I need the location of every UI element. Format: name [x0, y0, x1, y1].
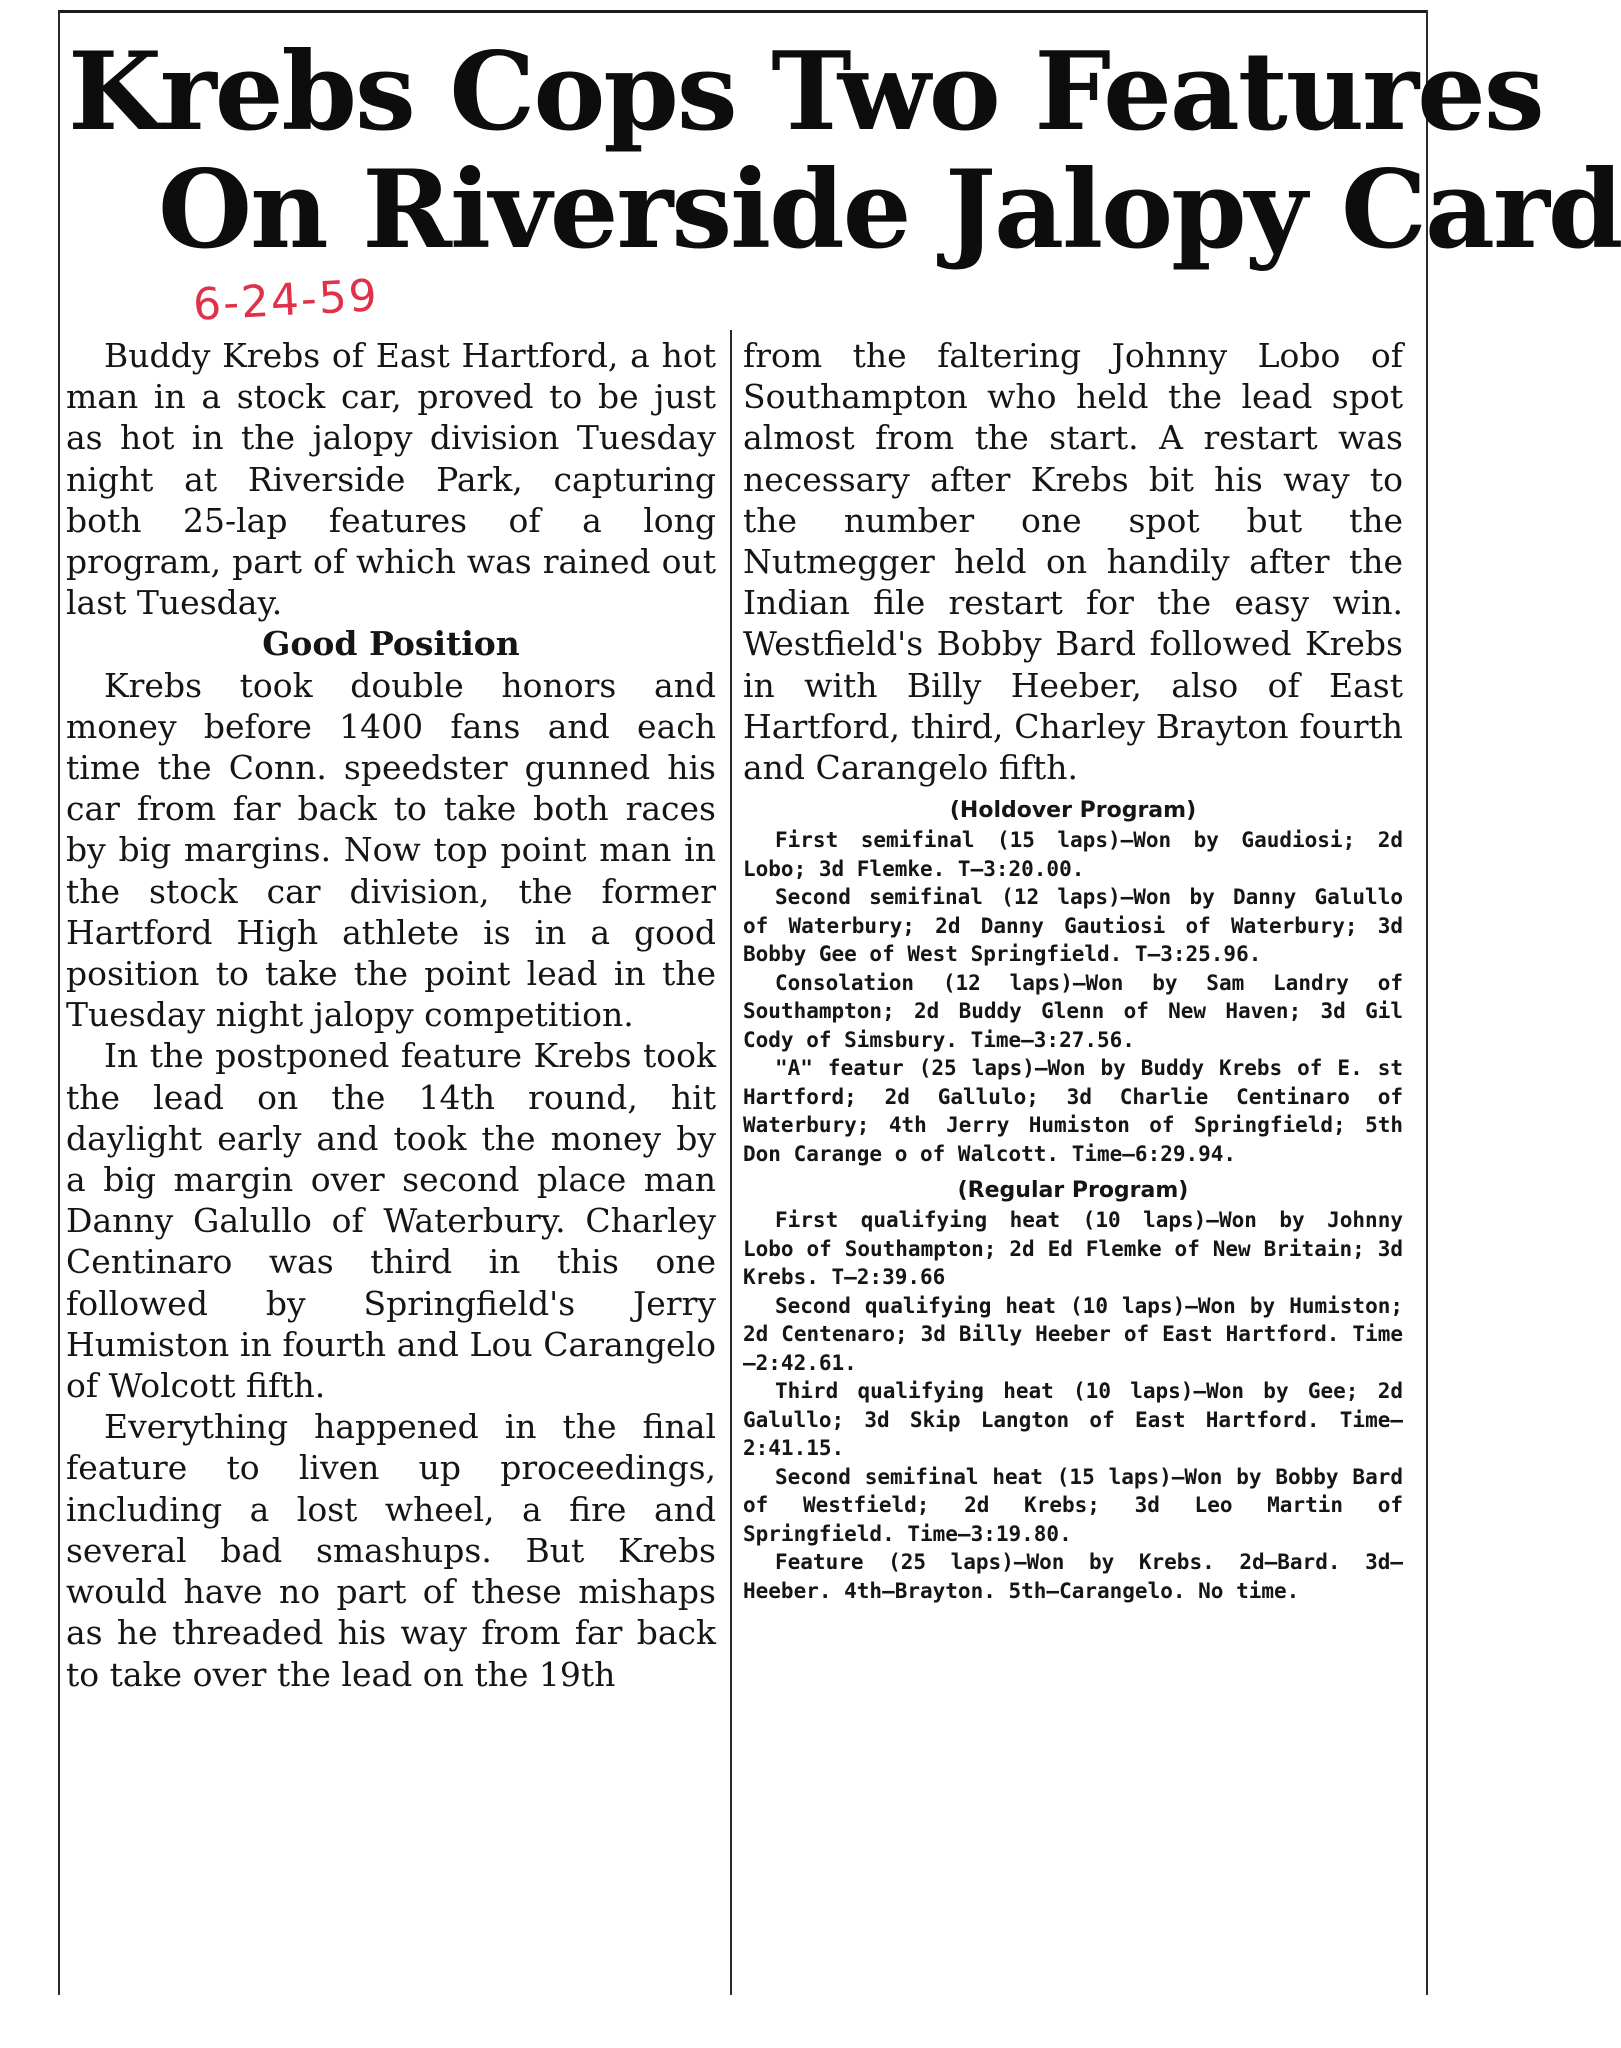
result-entry: Second semifinal (12 laps)—Won by Danny Galullo of Waterbury; 2d Danny Gautiosi of Waterbury; 3d Bobby Gee of West Springfield. T—3:25.96. — [743, 885, 1403, 967]
article-subhead: Good Position — [262, 624, 520, 664]
article-paragraph-1: Buddy Krebs of East Hartford, a hot man in a stock car, proved to be just as hot in the jalopy division Tuesday night at Riverside Park, capturing both 25-lap features of a long program, part of which was rained out last Tuesday. — [66, 336, 716, 623]
regular-results — [743, 1206, 1403, 1605]
left-column — [66, 335, 716, 1695]
handwritten-date: 6-24-59 — [191, 270, 380, 331]
top-rule — [58, 10, 1428, 13]
result-entry: Third qualifying heat (10 laps)—Won by Gee; 2d Galullo; 3d Skip Langton of East Hartford. Time—2:41.15. — [743, 1379, 1403, 1461]
article-paragraph-3: In the postponed feature Krebs took the lead on the 14th round, hit daylight early and took the money by a big margin over second place man Danny Galullo of Waterbury. Charley Centinaro was third in this one followed by Springfield's Jerry Humiston in fourth and Lou Carangelo of Wolcott fifth. — [66, 1036, 716, 1406]
result-entry: First qualifying heat (10 laps)—Won by Johnny Lobo of Southampton; 2d Ed Flemke of New Britain; 3d Krebs. T—2:39.66 — [743, 1208, 1403, 1290]
right-column — [743, 335, 1403, 1605]
left-rule — [58, 10, 60, 1995]
article-paragraph-5: from the faltering Johnny Lobo of Southampton who held the lead spot almost from the start. A restart was necessary after Krebs bit his way to the number one spot but the Nutmegger held on handily after the Indian file restart for the easy win. Westfield's Bobby Bard followed Krebs in with Billy Heeber, also of East Hartford, third, Charley Brayton fourth and Carangelo fifth. — [743, 336, 1403, 788]
right-rule — [1426, 10, 1428, 1995]
regular-program-heading: (Regular Program) — [957, 1178, 1189, 1204]
article-paragraph-2: Krebs took double honors and money before 1400 fans and each time the Conn. speedster gunned his car from far back to take both races by big margins. Now top point man in the stock car division, the former Hartford High athlete is in a good position to take the point lead in the Tuesday night jalopy competition. — [66, 665, 716, 1035]
headline-line-1: Krebs Cops Two Features — [68, 29, 1543, 155]
result-entry: Feature (25 laps)—Won by Krebs. 2d—Bard. 3d—Heeber. 4th—Brayton. 5th—Carangelo. No time. — [743, 1550, 1403, 1603]
holdover-results — [743, 826, 1403, 1168]
newspaper-clipping — [58, 10, 1621, 1995]
result-entry: Consolation (12 laps)—Won by Sam Landry of Southampton; 2d Buddy Glenn of New Haven; 3d Gil Cody of Simsbury. Time—3:27.56. — [743, 970, 1403, 1052]
headline-line-2: On Riverside Jalopy Card — [158, 147, 1621, 273]
result-entry: Second semifinal heat (15 laps)—Won by Bobby Bard of Westfield; 2d Krebs; 3d Leo Martin of Springfield. Time—3:19.80. — [743, 1464, 1403, 1546]
holdover-program-heading: (Holdover Program) — [949, 798, 1197, 824]
result-entry: First semifinal (15 laps)—Won by Gaudiosi; 2d Lobo; 3d Flemke. T—3:20.00. — [743, 828, 1403, 881]
result-entry: Second qualifying heat (10 laps)—Won by Humiston; 2d Centenaro; 3d Billy Heeber of East Hartford. Time—2:42.61. — [743, 1293, 1403, 1375]
result-entry: "A" featur (25 laps)—Won by Buddy Krebs of E. st Hartford; 2d Gallulo; 3d Charlie Centinaro of Waterbury; 4th Jerry Humiston of Springfield; 5th Don Carange o of Walcott. Time—6:29.94. — [743, 1056, 1403, 1166]
column-divider — [730, 330, 732, 1995]
article-paragraph-4: Everything happened in the final feature to liven up proceedings, including a lost wheel, a fire and several bad smashups. But Krebs would have no part of these mishaps as he threaded his way from far back to take over the lead on the 19th — [66, 1407, 716, 1694]
